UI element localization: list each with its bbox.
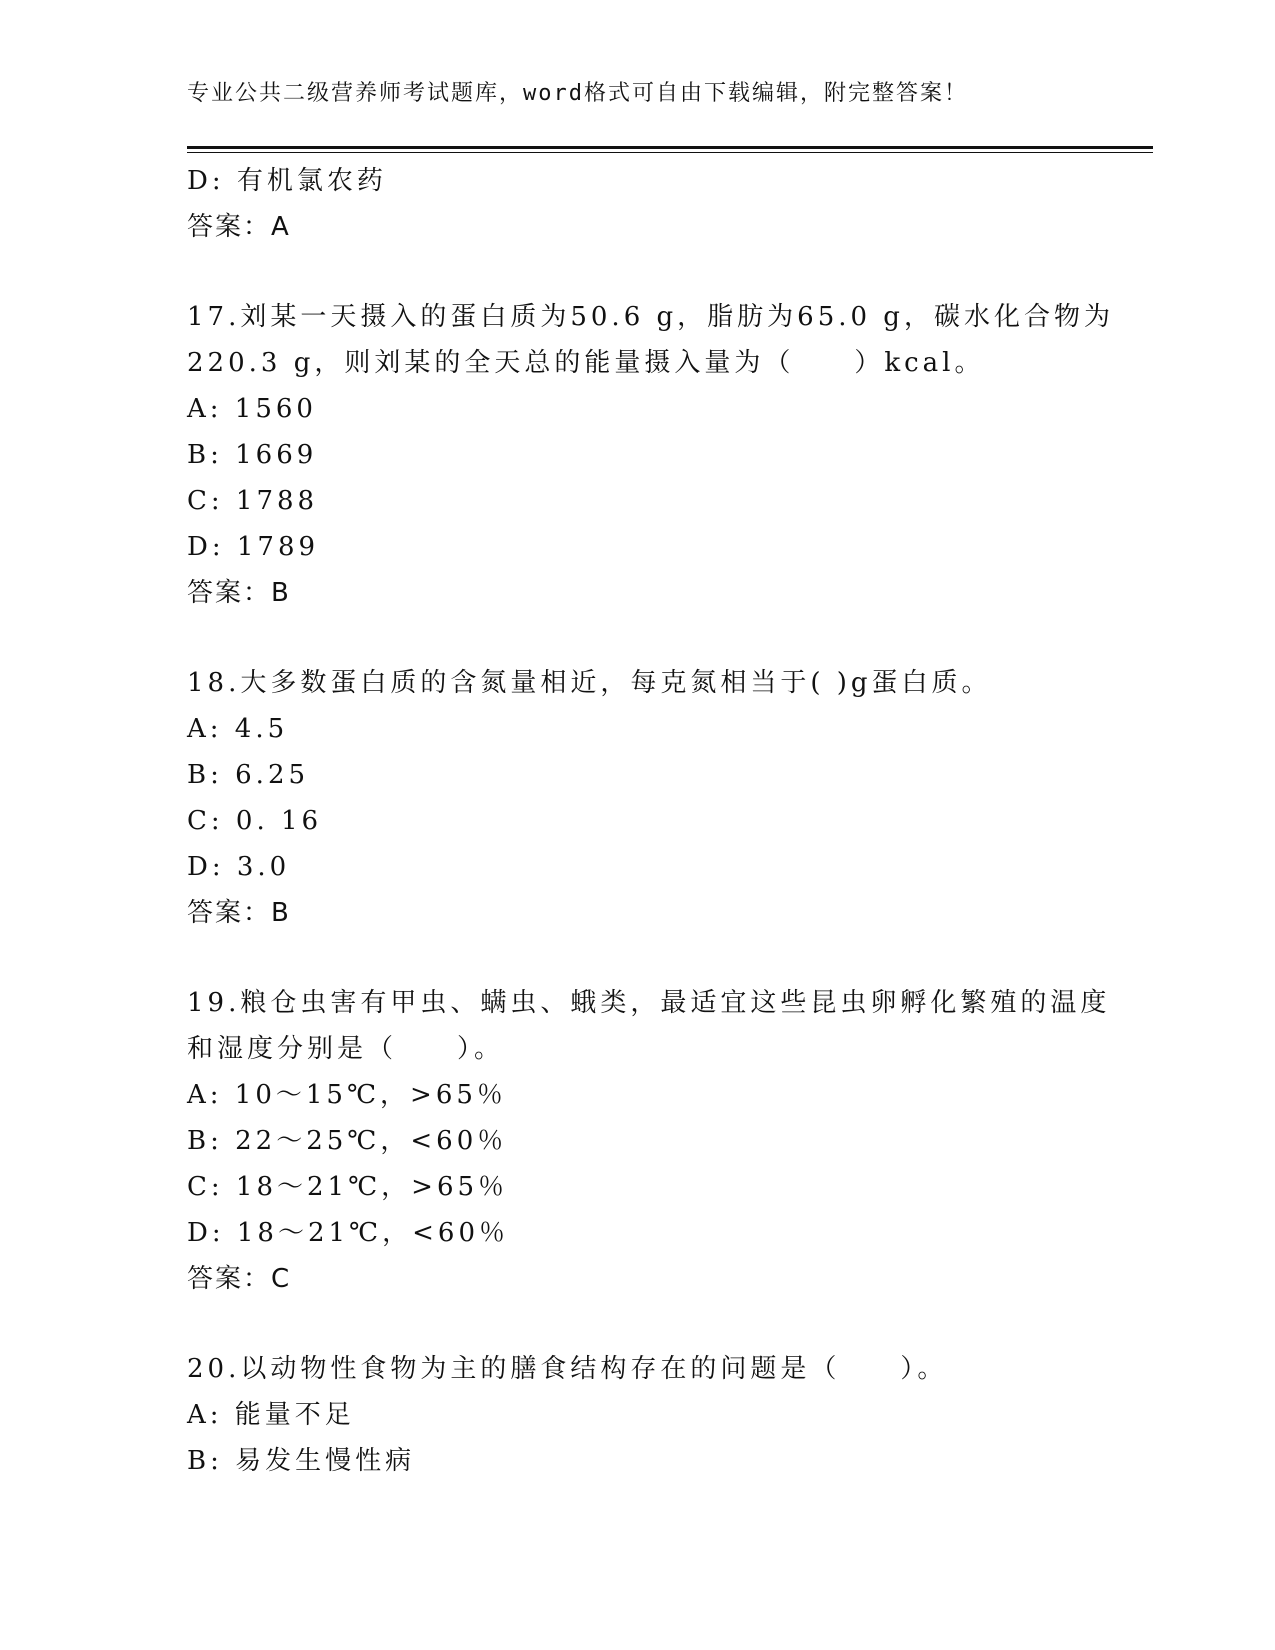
option-a: A: 4.5: [187, 714, 289, 744]
option-b: B: 6.25: [187, 760, 310, 790]
question-spacer: [187, 616, 1087, 660]
question-19: [187, 980, 1111, 1302]
option-a: A: 1560: [187, 394, 317, 424]
header-rule-thin: [187, 152, 1153, 153]
option-c: C: 1788: [187, 486, 319, 516]
question-list: [187, 158, 1114, 1484]
question-stem-line: 18.大多数蛋白质的含氮量相近，每克氮相当于( )g蛋白质。: [187, 668, 992, 698]
question-stem-line: 220.3 g，则刘某的全天总的能量摄入量为（ ）kcal。: [187, 348, 985, 378]
question-spacer: [187, 936, 1087, 980]
option-b: B: 易发生慢性病: [187, 1446, 416, 1476]
carry-over-option-d: D: 有机氯农药: [187, 166, 387, 196]
option-b: B: 22～25℃，<60％: [187, 1126, 508, 1156]
option-a: A: 10～15℃，>65％: [187, 1080, 507, 1110]
carry-over-answer: 答案：A: [187, 212, 291, 242]
question-18: [187, 660, 1087, 936]
page-header-note: 专业公共二级营养师考试题库，word格式可自由下载编辑，附完整答案！: [187, 81, 968, 106]
question-spacer: [187, 1302, 1087, 1346]
option-b: B: 1669: [187, 440, 318, 470]
question-stem-line: 17.刘某一天摄入的蛋白质为50.6 g，脂肪为65.0 g，碳水化合物为: [187, 302, 1114, 332]
option-d: D: 18～21℃，<60％: [187, 1218, 509, 1248]
question-stem-line: 和湿度分别是（ ）。: [187, 1034, 505, 1064]
question-stem-line: 19.粮仓虫害有甲虫、螨虫、蛾类，最适宜这些昆虫卵孵化繁殖的温度: [187, 988, 1111, 1018]
answer-line: 答案：B: [187, 898, 291, 928]
option-d: D: 3.0: [187, 852, 291, 882]
question-20: [187, 1346, 1087, 1484]
question-spacer: [187, 250, 1087, 294]
option-c: C: 0. 16: [187, 806, 323, 836]
question-stem-line: 20.以动物性食物为主的膳食结构存在的问题是（ ）。: [187, 1354, 948, 1384]
option-a: A: 能量不足: [187, 1400, 355, 1430]
option-d: D: 1789: [187, 532, 320, 562]
answer-line: 答案：C: [187, 1264, 292, 1294]
option-c: C: 18～21℃，>65％: [187, 1172, 509, 1202]
header-rule-thick: [187, 146, 1153, 149]
answer-line: 答案：B: [187, 578, 291, 608]
question-17: [187, 294, 1114, 616]
